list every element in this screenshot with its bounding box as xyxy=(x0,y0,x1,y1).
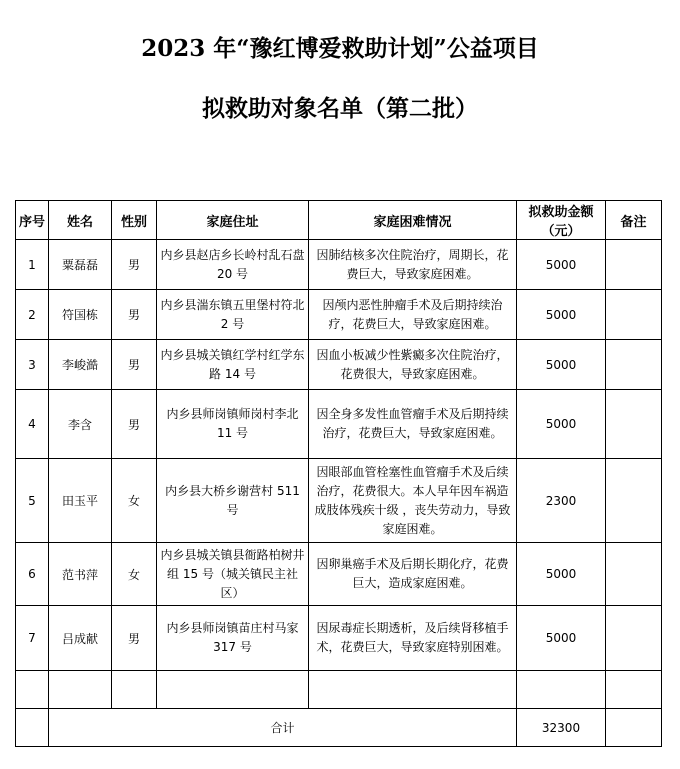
row-gender: 男 xyxy=(112,290,157,340)
row-gender: 男 xyxy=(112,240,157,290)
header-note: 备注 xyxy=(606,201,662,240)
row-address: 内乡县师岗镇苗庄村马家 317 号 xyxy=(157,606,309,671)
row-name: 粟磊磊 xyxy=(49,240,112,290)
row-amount: 5000 xyxy=(517,543,606,606)
row-no: 4 xyxy=(16,390,49,459)
row-no: 6 xyxy=(16,543,49,606)
row-no: 3 xyxy=(16,340,49,390)
row-name: 李含 xyxy=(49,390,112,459)
header-gender: 性别 xyxy=(112,201,157,240)
table-row xyxy=(16,606,662,671)
empty-cell xyxy=(157,671,309,709)
header-address: 家庭住址 xyxy=(157,201,309,240)
row-address: 内乡县赵店乡长岭村乱石盘 20 号 xyxy=(157,240,309,290)
table-row xyxy=(16,290,662,340)
row-hardship: 因全身多发性血管瘤手术及后期持续治疗，花费巨大，导致家庭困难。 xyxy=(309,390,517,459)
row-name: 田玉平 xyxy=(49,459,112,543)
header-hardship: 家庭困难情况 xyxy=(309,201,517,240)
row-note xyxy=(606,390,662,459)
row-amount: 5000 xyxy=(517,340,606,390)
row-no: 2 xyxy=(16,290,49,340)
row-amount: 2300 xyxy=(517,459,606,543)
row-note xyxy=(606,543,662,606)
row-hardship: 因肺结核多次住院治疗，周期长，花费巨大，导致家庭困难。 xyxy=(309,240,517,290)
row-gender: 男 xyxy=(112,340,157,390)
row-no: 7 xyxy=(16,606,49,671)
row-address: 内乡县城关镇县衙路柏树井组 15 号（城关镇民主社区） xyxy=(157,543,309,606)
row-address: 内乡县大桥乡谢营村 511 号 xyxy=(157,459,309,543)
table-row xyxy=(16,340,662,390)
header-amount: 拟救助金额（元） xyxy=(517,201,606,240)
empty-row xyxy=(16,671,662,709)
row-gender: 男 xyxy=(112,606,157,671)
row-name: 符国栋 xyxy=(49,290,112,340)
row-no: 1 xyxy=(16,240,49,290)
empty-cell xyxy=(309,671,517,709)
table-row xyxy=(16,240,662,290)
table-row xyxy=(16,390,662,459)
row-note xyxy=(606,340,662,390)
row-amount: 5000 xyxy=(517,240,606,290)
row-no: 5 xyxy=(16,459,49,543)
row-note xyxy=(606,606,662,671)
empty-cell xyxy=(16,671,49,709)
document-title-line2: 拟救助对象名单（第二批） xyxy=(202,95,478,122)
row-hardship: 因卵巢癌手术及后期长期化疗，花费巨大，造成家庭困难。 xyxy=(309,543,517,606)
row-name: 李峻澔 xyxy=(49,340,112,390)
row-note xyxy=(606,459,662,543)
row-name: 范书萍 xyxy=(49,543,112,606)
row-amount: 5000 xyxy=(517,390,606,459)
total-empty-cell xyxy=(16,709,49,747)
total-amount: 32300 xyxy=(517,709,606,747)
row-gender: 男 xyxy=(112,390,157,459)
row-address: 内乡县师岗镇师岗村李北 11 号 xyxy=(157,390,309,459)
empty-cell xyxy=(517,671,606,709)
row-gender: 女 xyxy=(112,459,157,543)
beneficiary-table xyxy=(15,200,662,747)
document-title-line1: 2023 年“豫红博爱救助计划”公益项目 xyxy=(141,35,539,62)
table-row xyxy=(16,459,662,543)
header-no: 序号 xyxy=(16,201,49,240)
row-hardship: 因血小板减少性紫癜多次住院治疗，花费很大，导致家庭困难。 xyxy=(309,340,517,390)
row-amount: 5000 xyxy=(517,290,606,340)
total-label: 合计 xyxy=(49,709,517,747)
table-row xyxy=(16,543,662,606)
row-address: 内乡县湍东镇五里堡村符北 2 号 xyxy=(157,290,309,340)
total-row xyxy=(16,709,662,747)
row-note xyxy=(606,240,662,290)
empty-cell xyxy=(112,671,157,709)
row-gender: 女 xyxy=(112,543,157,606)
empty-cell xyxy=(606,671,662,709)
header-name: 姓名 xyxy=(49,201,112,240)
row-hardship: 因眼部血管栓塞性血管瘤手术及后续治疗，花费很大。本人早年因车祸造成肢体残疾十级 ，丧失劳动力，导致家庭困难。 xyxy=(309,459,517,543)
row-address: 内乡县城关镇红学村红学东路 14 号 xyxy=(157,340,309,390)
row-hardship: 因颅内恶性肿瘤手术及后期持续治疗，花费巨大，导致家庭困难。 xyxy=(309,290,517,340)
total-note xyxy=(606,709,662,747)
empty-cell xyxy=(49,671,112,709)
table-header-row xyxy=(16,201,662,240)
row-name: 吕成献 xyxy=(49,606,112,671)
row-amount: 5000 xyxy=(517,606,606,671)
row-note xyxy=(606,290,662,340)
row-hardship: 因尿毒症长期透析，及后续肾移植手术，花费巨大，导致家庭特别困难。 xyxy=(309,606,517,671)
